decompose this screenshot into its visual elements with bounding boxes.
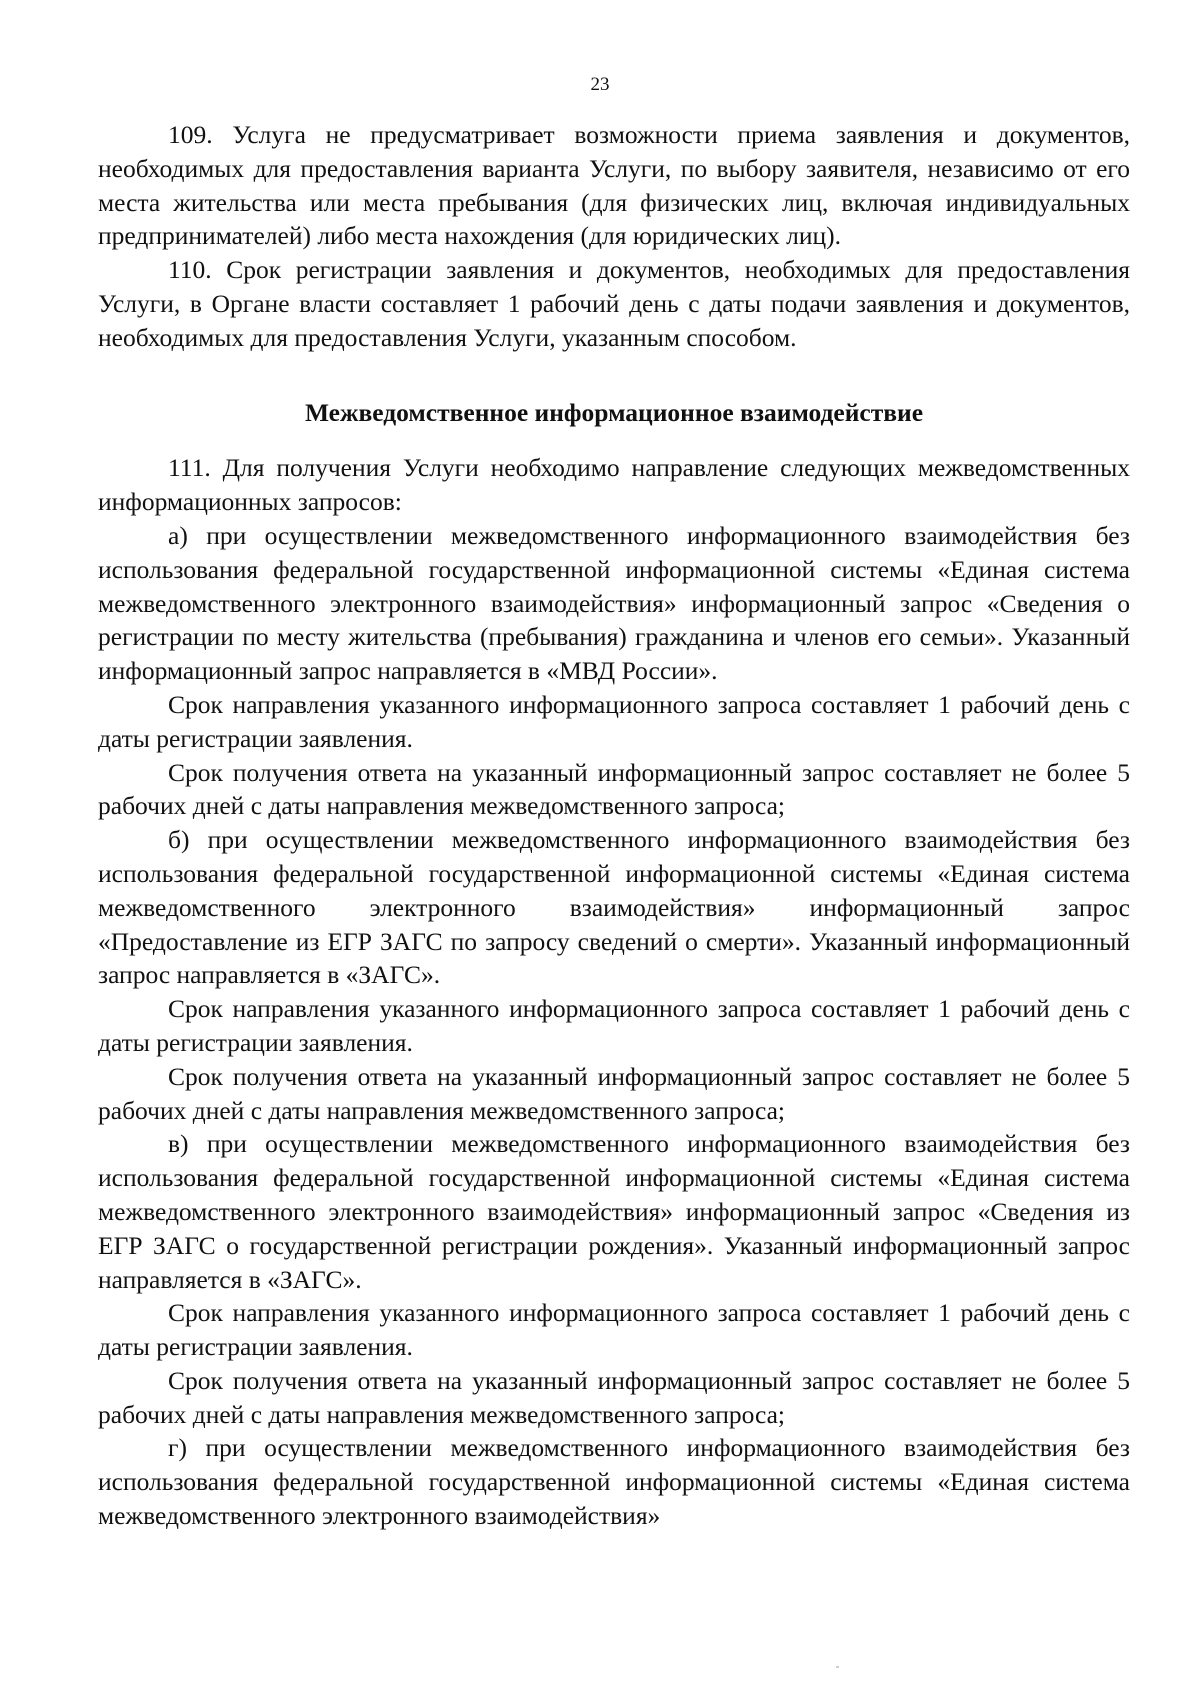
request-term-a: Срок направления указанного информационного запроса составляет 1 рабочий день с даты регистрации заявления. [98, 689, 1130, 753]
request-term-b: Срок направления указанного информационного запроса составляет 1 рабочий день с даты регистрации заявления. [98, 994, 1130, 1057]
paragraph-111: 111. Для получения Услуги необходимо направление следующих межведомственных информационных запросов: [98, 453, 1130, 517]
list-item-a: а) при осуществлении межведомственного информационного взаимодействия без использования федеральной государственной информационной системы «Единая система межведомственного электронного взаимодействия» информационный запрос «Сведения о регистрации по месту жительства (пребывания) гражданина и членов его семьи». Указанный информационный запрос направляется в «МВД России». [98, 520, 1130, 686]
response-term-v: Срок получения ответа на указанный информационный запрос составляет не более 5 рабочих дней с даты направления межведомственного запроса; [98, 1365, 1130, 1429]
response-term-b: Срок получения ответа на указанный информационный запрос составляет не более 5 рабочих дней с даты направления межведомственного запроса; [98, 1061, 1130, 1125]
page-number: 23 [590, 74, 610, 95]
list-item-v: в) при осуществлении межведомственного информационного взаимодействия без использования федеральной государственной информационной системы «Единая система межведомственного электронного взаимодействия» информационный запрос «Сведения из ЕГР ЗАГС о государственной регистрации рождения». Указанный информационный запрос направляется в «ЗАГС». [98, 1129, 1130, 1294]
section-heading: Межведомственное информационное взаимодействие [304, 397, 924, 427]
list-item-g: г) при осуществлении межведомственного информационного взаимодействия без использования федеральной государственной информационной системы «Единая система межведомственного электронного взаимодействия» [98, 1433, 1130, 1531]
document-body [98, 118, 1130, 1533]
list-item-b: б) при осуществлении межведомственного информационного взаимодействия без использования федеральной государственной информационной системы «Единая система межведомственного электронного взаимодействия» информационный запрос «Предоставление из ЕГР ЗАГС по запросу сведений о смерти». Указанный информационный запрос направляется в «ЗАГС». [98, 825, 1130, 990]
request-term-v: Срок направления указанного информационного запроса составляет 1 рабочий день с даты регистрации заявления. [98, 1298, 1130, 1362]
response-term-a: Срок получения ответа на указанный информационный запрос составляет не более 5 рабочих дней с даты направления межведомственного запроса; [98, 757, 1130, 821]
paragraph-110: 110. Срок регистрации заявления и документов, необходимых для предоставления Услуги, в Органе власти составляет 1 рабочий день с даты подачи заявления и документов, необходимых для предоставления Услуги, указанным способом. [98, 255, 1130, 352]
scan-speck [836, 1666, 839, 1668]
paragraph-109: 109. Услуга не предусматривает возможности приема заявления и документов, необходимых для предоставления варианта Услуги, по выбору заявителя, независимо от его места жительства или места пребывания (для физических лиц, включая индивидуальных предпринимателей) либо места нахождения (для юридических лиц). [98, 120, 1130, 251]
